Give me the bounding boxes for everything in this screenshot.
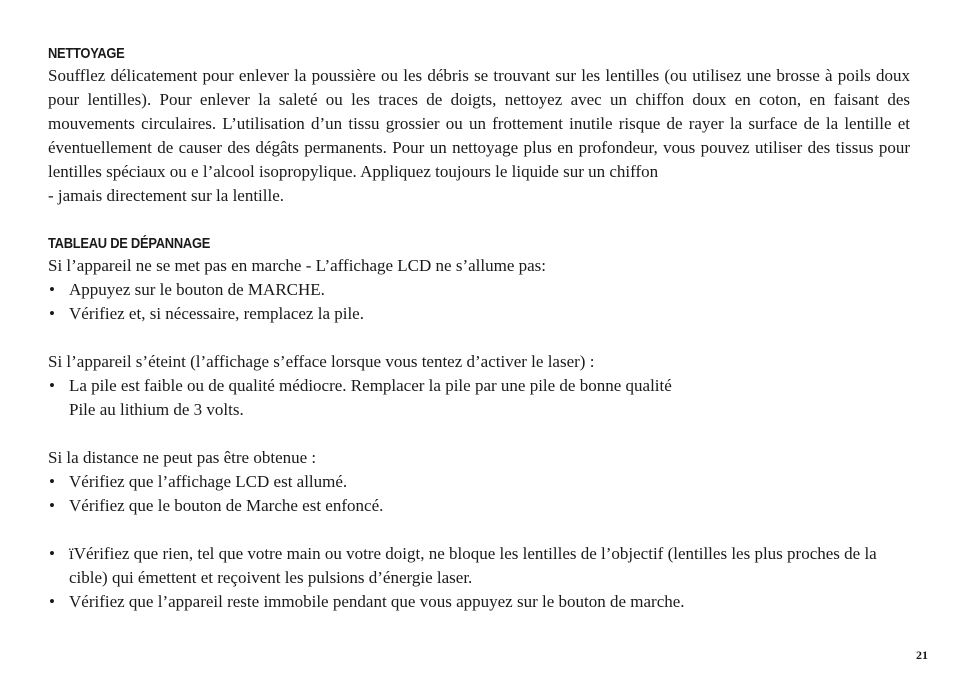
distance-issue-list: [48, 470, 910, 518]
list-item: • Vérifiez et, si nécessaire, remplacez la pile.: [48, 302, 910, 326]
list-item-line-2: Pile au lithium de 3 volts.: [69, 400, 244, 419]
list-item: • Appuyez sur le bouton de MARCHE.: [48, 278, 910, 302]
cleaning-paragraph: Soufflez délicatement pour enlever la poussière ou les débris se trouvant sur les lentilles (ou utilisez une brosse à poils doux pour lentilles). Pour enlever la saleté ou les traces de doigts, nettoyez avec un chiffon doux en coton, en faisant des mouvements circulaires. L’utilisation d’un tissu grossier ou un frottement inutile risque de rayer la surface de la lentille et éventuellement de causer des dégâts permanents. Pour un nettoyage plus en profondeur, vous pouvez utiliser des tissus pour lentilles spéciaux ou e l’alcool isopropylique. Appliquez toujours le liquide sur un chiffon: [48, 66, 910, 181]
list-item: • ïVérifiez que rien, tel que votre main ou votre doigt, ne bloque les lentilles de l’objectif (lentilles les plus proches de la cible) qui émettent et reçoivent les pulsions d’énergie laser.: [48, 542, 910, 590]
list-item: • Vérifiez que l’affichage LCD est allumé.: [48, 470, 910, 494]
shutdown-issue-list: [48, 374, 910, 422]
shutdown-issue-intro: Si l’appareil s’éteint (l’affichage s’efface lorsque vous tentez d’activer le laser) :: [48, 352, 595, 371]
distance-issue-intro: Si la distance ne peut pas être obtenue :: [48, 448, 317, 467]
cleaning-paragraph-end: - jamais directement sur la lentille.: [48, 186, 285, 205]
power-issue-list: [48, 278, 910, 326]
manual-page: [48, 44, 910, 614]
cleaning-heading: NETTOYAGE: [48, 45, 125, 62]
list-item-line-1: • La pile est faible ou de qualité médiocre. Remplacer la pile par une pile de bonne qualité: [69, 376, 672, 395]
power-issue-intro: Si l’appareil ne se met pas en marche - L’affichage LCD ne s’allume pas:: [48, 256, 547, 275]
list-item: [48, 374, 910, 422]
troubleshooting-heading: TABLEAU DE DÉPANNAGE: [48, 235, 211, 252]
list-item: • Vérifiez que l’appareil reste immobile pendant que vous appuyez sur le bouton de marche.: [48, 590, 910, 614]
page-number: 21: [916, 648, 928, 662]
additional-checks-list: [48, 542, 910, 614]
list-item: • Vérifiez que le bouton de Marche est enfoncé.: [48, 494, 910, 518]
